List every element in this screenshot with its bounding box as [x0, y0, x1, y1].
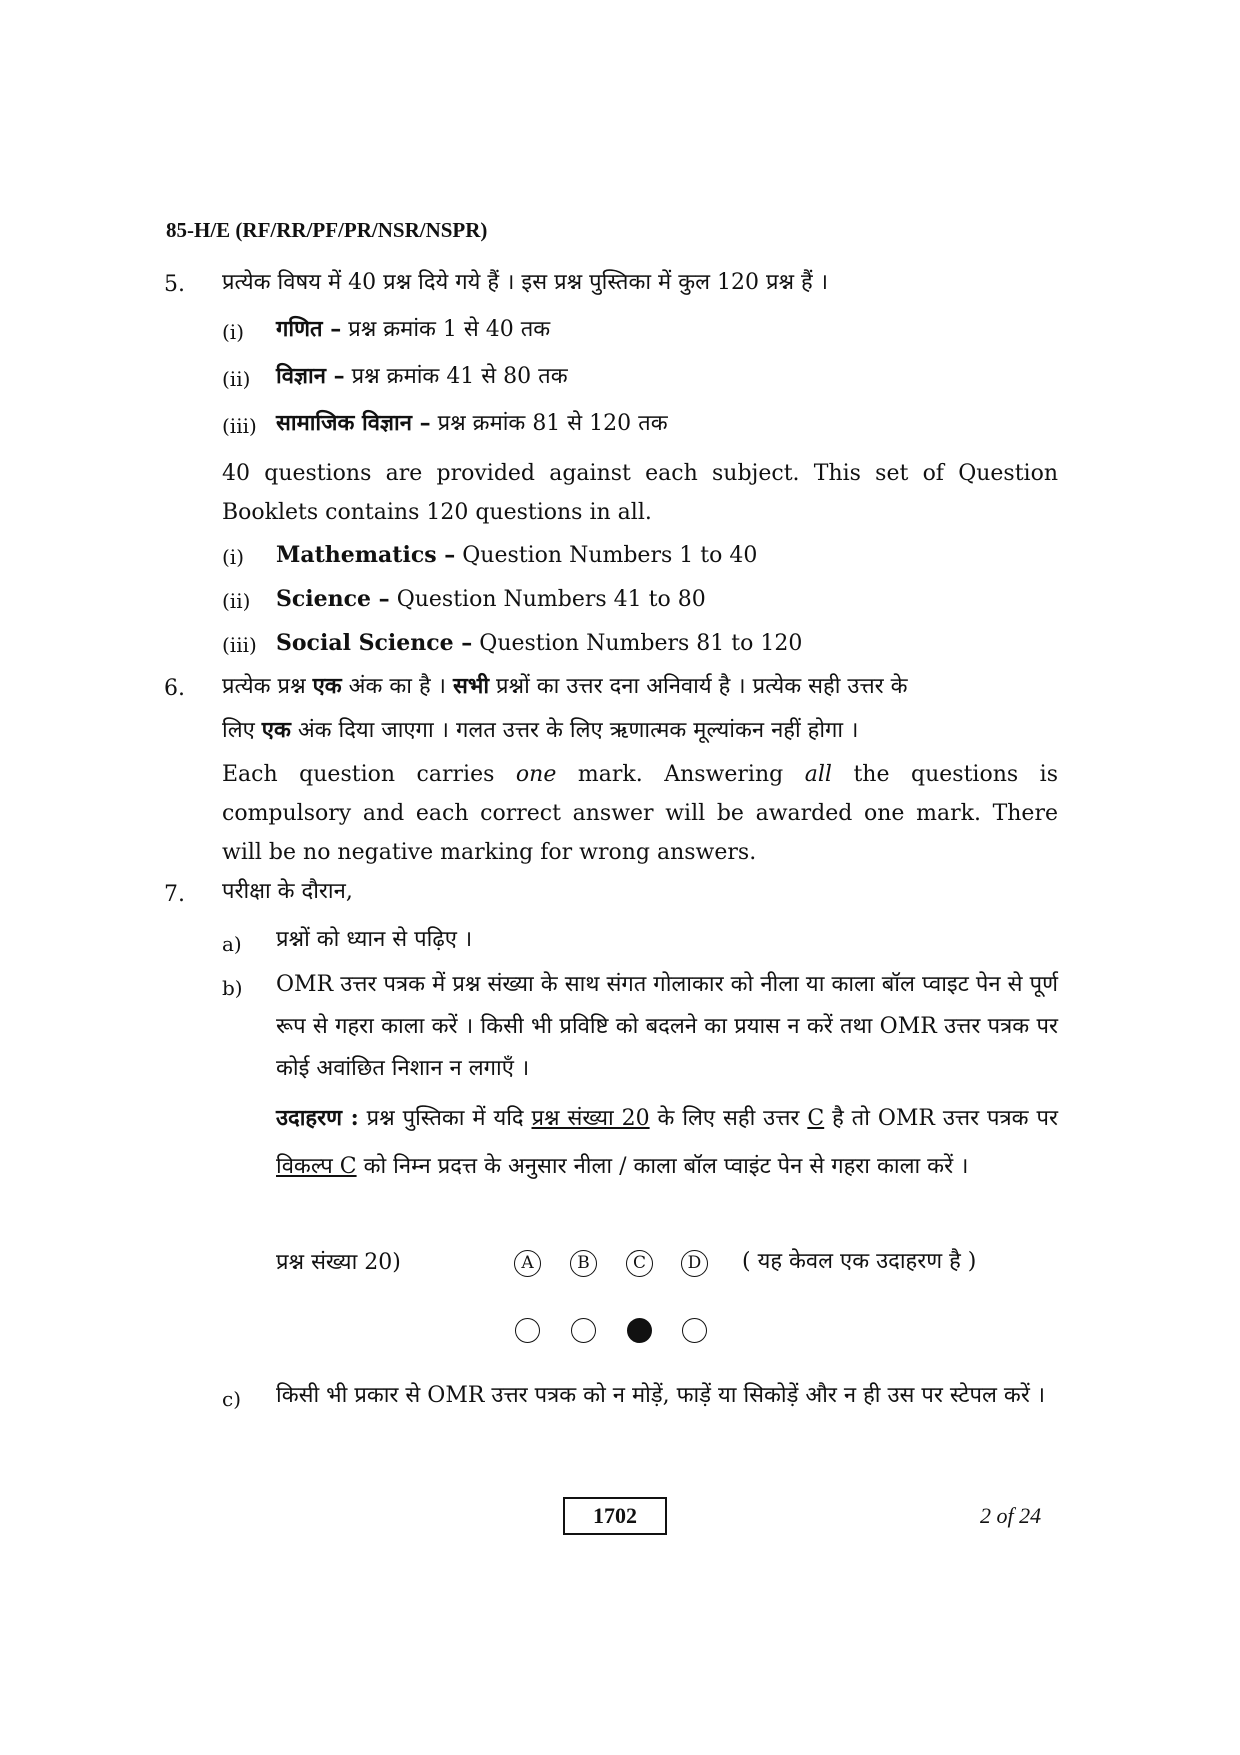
q5-english-subject-2: Science – — [276, 586, 390, 612]
q7-example-note: ( यह केवल एक उदाहरण है ) — [742, 1249, 977, 1274]
q7-b-marker: b) — [222, 976, 243, 1000]
q5-english-subject-1: Mathematics – — [276, 542, 456, 568]
answer-bubble-b — [571, 1318, 596, 1343]
q6-hindi-bold-2: सभी — [452, 673, 490, 699]
q5-english-marker-1: (i) — [222, 545, 245, 569]
q7-c-text: किसी भी प्रकार से OMR उत्तर पत्रक को न मोड़ें, फाड़ें या सिकोड़ें और न ही उस पर स्टेपल करें । — [276, 1383, 1046, 1408]
q5-hindi-item-2 — [276, 359, 568, 394]
q6-english-paragraph — [222, 755, 1058, 872]
q7-example-question-label: प्रश्न संख्या 20) — [276, 1250, 401, 1275]
paper-code-header: 85-H/E (RF/RR/PF/PR/NSR/NSPR) — [166, 218, 488, 242]
answer-bubble-a — [515, 1318, 540, 1343]
q5-hindi-range-1: प्रश्न क्रमांक 1 से 40 तक — [348, 317, 551, 342]
q7-example-underline-2: C — [807, 1106, 825, 1131]
q6-hindi-line2-bold: एक — [261, 717, 291, 743]
q6-hindi-text-3: प्रश्नों का उत्तर दना अनिवार्य है । प्रत्येक सही उत्तर के — [489, 674, 908, 699]
q6-number: 6. — [164, 676, 185, 701]
q7-number: 7. — [164, 882, 185, 907]
answer-bubble-d — [682, 1318, 707, 1343]
q6-hindi-text-2: अंक का है । — [341, 674, 453, 699]
q5-hindi-marker-1: (i) — [222, 320, 245, 344]
q7-example-text-1: प्रश्न पुस्तिका में यदि — [358, 1106, 532, 1131]
option-d-bubble: D — [681, 1250, 708, 1277]
q5-hindi-item-1 — [276, 312, 550, 347]
q7-example-underline-3: विकल्प C — [276, 1154, 357, 1179]
q7-c-marker: c) — [222, 1387, 242, 1411]
q5-english-range-2: Question Numbers 41 to 80 — [396, 587, 706, 612]
q5-hindi-range-3: प्रश्न क्रमांक 81 से 120 तक — [437, 411, 668, 436]
q5-hindi-subject-3: सामाजिक विज्ञान – — [276, 410, 431, 436]
option-b-bubble: B — [570, 1250, 597, 1277]
q7-example-text-3: है तो OMR उत्तर पत्रक पर — [824, 1106, 1058, 1131]
q5-english-range-1: Question Numbers 1 to 40 — [462, 543, 758, 568]
page-number: 2 of 24 — [980, 1503, 1042, 1528]
q7-a-marker: a) — [222, 932, 242, 956]
q5-hindi-range-2: प्रश्न क्रमांक 41 से 80 तक — [351, 364, 568, 389]
q5-hindi-item-3 — [276, 406, 668, 441]
q5-english-marker-2: (ii) — [222, 589, 251, 613]
q6-hindi-bold-1: एक — [312, 673, 342, 699]
q6-english-italic-2: all — [804, 762, 832, 787]
q7-example-label: उदाहरण : — [276, 1105, 359, 1131]
q7-b-text: OMR उत्तर पत्रक में प्रश्न संख्या के साथ संगत गोलाकार को नीला या काला बॉल प्वाइट पेन से पूर्ण रूप से गहरा काला करें । किसी भी प्रविष्टि को बदलने का प्रयास न करें तथा OMR उत्तर पत्रक पर कोई अवांछित निशान न लगाएँ । — [276, 972, 1058, 1081]
q5-hindi-intro: प्रत्येक विषय में 40 प्रश्न दिये गये हैं । इस प्रश्न पुस्तिका में कुल 120 प्रश्न हैं । — [222, 270, 829, 295]
footer-code-box: 1702 — [563, 1497, 667, 1535]
q6-hindi-line-2 — [222, 713, 858, 748]
q7-a-text: प्रश्नों को ध्यान से पढ़िए । — [276, 927, 473, 952]
q5-english-item-1 — [276, 538, 757, 573]
q5-hindi-marker-2: (ii) — [222, 367, 251, 391]
q5-hindi-subject-2: विज्ञान – — [276, 363, 345, 389]
q7-example-underline-1: प्रश्न संख्या 20 — [531, 1106, 650, 1131]
q5-english-subject-3: Social Science – — [276, 630, 473, 656]
q6-english-italic-1: one — [515, 762, 557, 787]
q6-hindi-line2-text-1: लिए — [222, 718, 262, 743]
q6-hindi-text-1: प्रत्येक प्रश्न — [222, 674, 313, 699]
q5-english-item-2 — [276, 582, 706, 617]
option-c-bubble: C — [626, 1250, 653, 1277]
q6-hindi-line2-text-2: अंक दिया जाएगा । गलत उत्तर के लिए ऋणात्मक मूल्यांकन नहीं होगा । — [290, 718, 859, 743]
q6-english-text-3: the questions is compulsory and each correct answer will be awarded one mark. There will be no negative marking for wrong answers. — [222, 762, 1058, 865]
q5-hindi-marker-3: (iii) — [222, 414, 257, 438]
q5-english-intro: 40 questions are provided against each subject. This set of Question Booklets contains 120 questions in all. — [222, 461, 1058, 525]
option-a-bubble: A — [514, 1250, 541, 1277]
q5-english-range-3: Question Numbers 81 to 120 — [479, 631, 803, 656]
q5-number: 5. — [164, 272, 185, 297]
q5-english-item-3 — [276, 626, 802, 661]
q6-english-text-1: Each question carries — [222, 762, 516, 787]
q7-intro: परीक्षा के दौरान, — [222, 879, 353, 904]
q7-example-text-4: को निम्न प्रदत्त के अनुसार नीला / काला बॉल प्वाइंट पेन से गहरा काला करें । — [356, 1154, 969, 1179]
q5-english-marker-3: (iii) — [222, 633, 257, 657]
q7-example-text-2: के लिए सही उत्तर — [649, 1106, 808, 1131]
q5-hindi-subject-1: गणित – — [276, 316, 342, 342]
answer-bubble-c — [627, 1318, 652, 1343]
q6-english-text-2: mark. Answering — [556, 762, 805, 787]
q7-example-paragraph — [276, 1094, 1058, 1191]
q6-hindi-line-1 — [222, 669, 908, 704]
